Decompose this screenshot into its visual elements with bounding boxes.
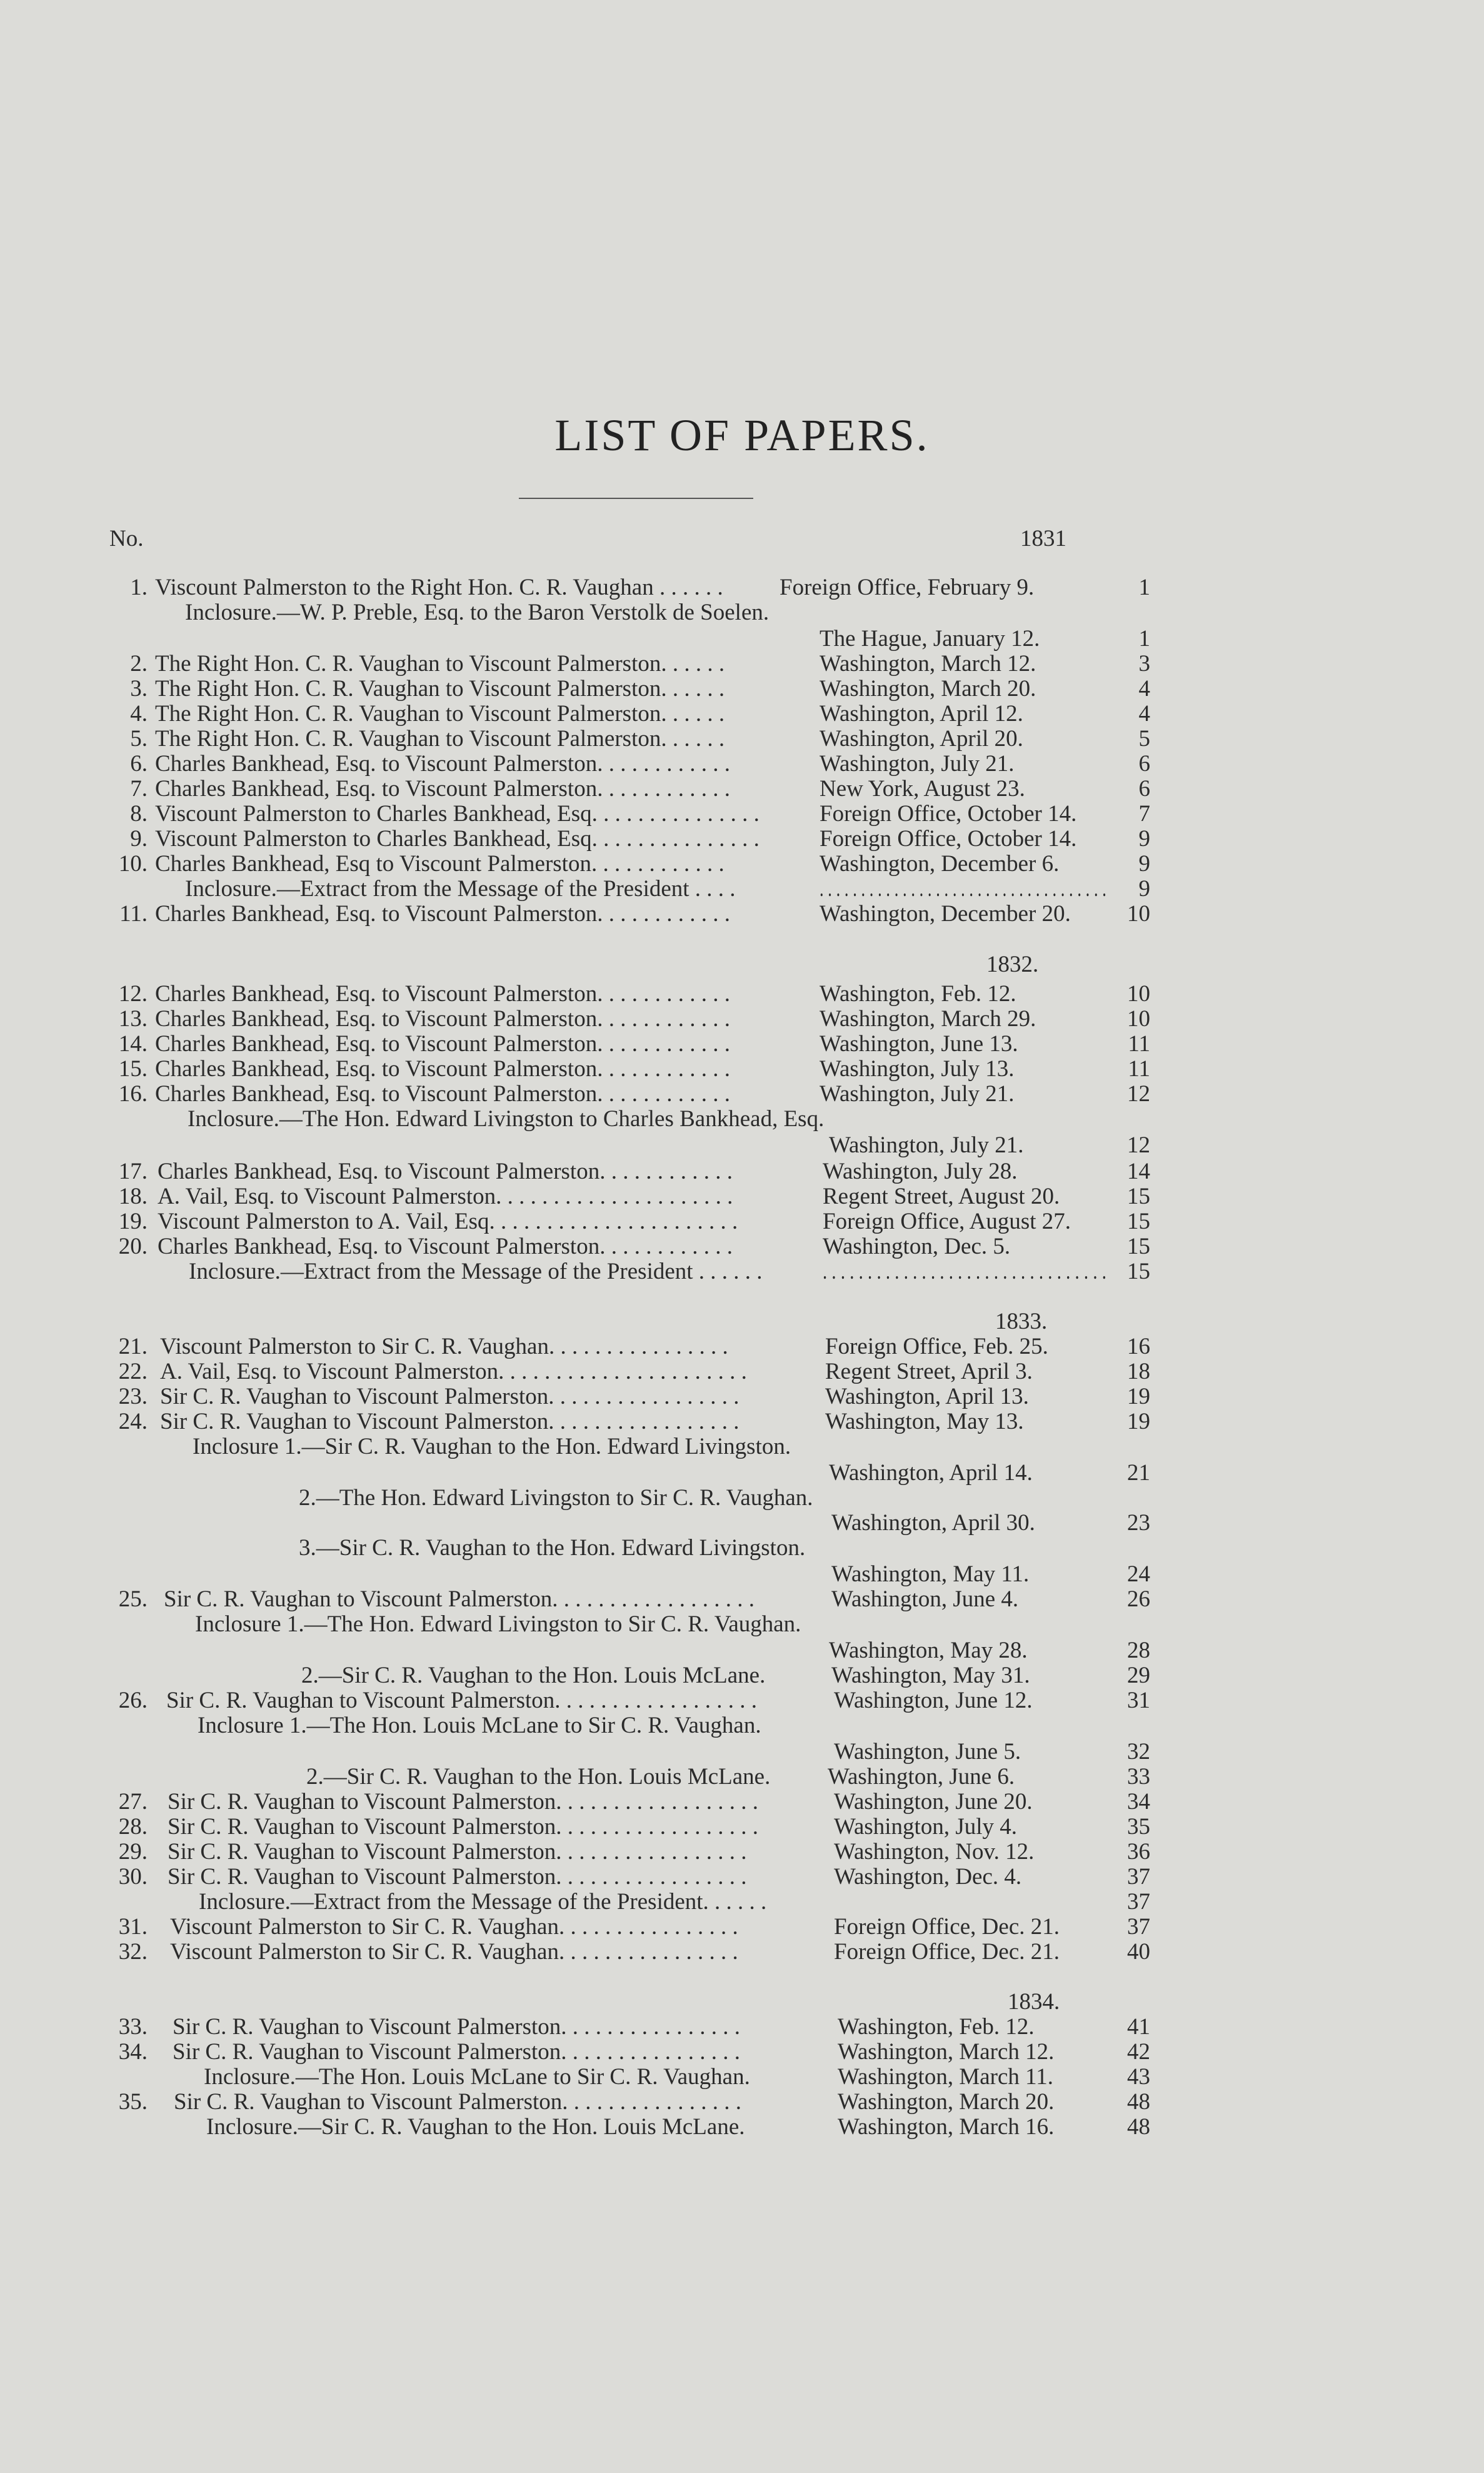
paper-title: The Right Hon. C. R. Vaughan to Viscount Palmerston. . . . . . (155, 651, 725, 677)
paper-number: 32. (118, 1939, 148, 1965)
list-item (0, 1535, 1484, 1561)
list-item (0, 1234, 1484, 1260)
paper-place-date: Foreign Office, August 27. (823, 1209, 1071, 1234)
paper-place-date: Foreign Office, February 9. (780, 575, 1035, 600)
list-item (0, 1638, 1484, 1664)
page-number: 48 (1127, 2114, 1150, 2140)
paper-number: 34. (118, 2039, 148, 2065)
page-number: 6 (1138, 776, 1150, 802)
list-item (0, 1510, 1484, 1536)
list-item (0, 1460, 1484, 1486)
paper-title: Inclosure.—W. P. Preble, Esq. to the Baron Verstolk de Soelen. (185, 600, 770, 625)
paper-number: 35. (118, 2089, 148, 2115)
page-number: 16 (1127, 1334, 1150, 1359)
paper-place-date: Washington, March 16. (838, 2114, 1055, 2140)
paper-number: 17. (118, 1159, 148, 1184)
paper-place-date: Washington, Feb. 12. (820, 981, 1016, 1007)
page-number: 10 (1127, 1006, 1150, 1032)
paper-number: 30. (118, 1864, 148, 1890)
paper-title: Viscount Palmerston to Charles Bankhead, Esq. . . . . . . . . . . . . . . (155, 826, 760, 852)
paper-place-date: Washington, March 12. (820, 651, 1036, 677)
page-number: 15 (1127, 1209, 1150, 1234)
paper-title: The Right Hon. C. R. Vaughan to Viscount Palmerston. . . . . . (155, 676, 725, 702)
list-item (0, 1106, 1484, 1132)
list-item (0, 1359, 1484, 1385)
paper-number: 16. (118, 1081, 148, 1107)
paper-title: Inclosure.—Sir C. R. Vaughan to the Hon. Louis McLane. (206, 2114, 745, 2140)
list-item (0, 676, 1484, 702)
paper-title: A. Vail, Esq. to Viscount Palmerston. . . . . . . . . . . . . . . . . . . . . (158, 1184, 733, 1209)
page-number: 18 (1127, 1359, 1150, 1384)
paper-place-date: Washington, May 11. (831, 1561, 1030, 1587)
page-number: 9 (1138, 851, 1150, 877)
list-item (0, 981, 1484, 1007)
page-number: 4 (1138, 701, 1150, 727)
page-number: 14 (1127, 1159, 1150, 1184)
paper-number: 25. (118, 1586, 148, 1612)
paper-place-date: Washington, May 28. (829, 1638, 1028, 1663)
paper-number: 11. (119, 901, 148, 927)
paper-place-date: Foreign Office, October 14. (820, 801, 1077, 827)
paper-title: 2.—Sir C. R. Vaughan to the Hon. Louis McLane. (306, 1764, 771, 1790)
list-item (0, 1334, 1484, 1360)
page-number: 48 (1127, 2089, 1150, 2115)
paper-number: 27. (118, 1789, 148, 1815)
paper-number: 15. (118, 1056, 148, 1082)
list-item (0, 901, 1484, 927)
page-number: 31 (1127, 1688, 1150, 1713)
page-number: 9 (1138, 876, 1150, 902)
page-number: 33 (1127, 1764, 1150, 1790)
paper-place-date: Washington, April 30. (831, 1510, 1035, 1536)
page-number: 24 (1127, 1561, 1150, 1587)
paper-place-date: Washington, December 6. (820, 851, 1060, 877)
paper-place-date: Foreign Office, Dec. 21. (834, 1914, 1060, 1940)
page-number: 7 (1138, 801, 1150, 827)
paper-number: 26. (118, 1688, 148, 1713)
page-number: 9 (1138, 826, 1150, 852)
page-number: 40 (1127, 1939, 1150, 1965)
page-number: 42 (1127, 2039, 1150, 2065)
list-item (0, 626, 1484, 652)
page-number: 4 (1138, 676, 1150, 702)
paper-title: Viscount Palmerston to Sir C. R. Vaughan. . . . . . . . . . . . . . . . (170, 1939, 738, 1965)
paper-place-date: Washington, July 28. (823, 1159, 1018, 1184)
list-item (0, 600, 1484, 626)
paper-number: 8. (130, 801, 148, 827)
paper-number: 21. (118, 1334, 148, 1359)
list-item (0, 801, 1484, 827)
paper-title: Inclosure 1.—Sir C. R. Vaughan to the Hon. Edward Livingston. (193, 1434, 791, 1459)
paper-place-date: Washington, June 6. (828, 1764, 1015, 1790)
paper-place-date: 1832. (986, 952, 1039, 977)
list-item (0, 1434, 1484, 1460)
list-item (0, 1309, 1484, 1335)
paper-number: 22. (118, 1359, 148, 1384)
paper-title: Inclosure 1.—The Hon. Edward Livingston to Sir C. R. Vaughan. (195, 1611, 801, 1637)
list-item (0, 1485, 1484, 1511)
list-item (0, 876, 1484, 902)
paper-place-date: Washington, March 11. (838, 2064, 1054, 2090)
list-item (0, 1889, 1484, 1915)
paper-title: Inclosure.—The Hon. Louis McLane to Sir C. R. Vaughan. (204, 2064, 750, 2090)
list-item (0, 1056, 1484, 1082)
paper-place-date: 1833. (995, 1309, 1048, 1334)
paper-title: Charles Bankhead, Esq. to Viscount Palmerston. . . . . . . . . . . . (158, 1234, 733, 1259)
paper-title: Charles Bankhead, Esq. to Viscount Palmerston. . . . . . . . . . . . (155, 981, 730, 1007)
page-number: 15 (1127, 1184, 1150, 1209)
list-item (0, 1764, 1484, 1790)
paper-title: A. Vail, Esq. to Viscount Palmerston. . . . . . . . . . . . . . . . . . . . . . (160, 1359, 747, 1384)
page-number: 41 (1127, 2014, 1150, 2040)
paper-number: 5. (130, 726, 148, 752)
page-number: 19 (1127, 1384, 1150, 1409)
paper-title: Inclosure.—Extract from the Message of the President. . . . . . (199, 1889, 767, 1915)
paper-title: Sir C. R. Vaughan to Viscount Palmerston. . . . . . . . . . . . . . . . . (160, 1384, 739, 1409)
paper-title: Viscount Palmerston to Charles Bankhead, Esq. . . . . . . . . . . . . . . (155, 801, 760, 827)
paper-number: 14. (118, 1031, 148, 1057)
paper-place-date: Regent Street, April 3. (825, 1359, 1033, 1384)
year-header: 1831 (1020, 526, 1066, 552)
paper-title: Charles Bankhead, Esq. to Viscount Palmerston. . . . . . . . . . . . (155, 1056, 730, 1082)
page-number: 1 (1138, 626, 1150, 652)
list-item (0, 1384, 1484, 1410)
paper-place-date: Washington, July 13. (820, 1056, 1015, 1082)
paper-number: 3. (130, 676, 148, 702)
list-item (0, 701, 1484, 727)
paper-number: 28. (118, 1814, 148, 1840)
list-item (0, 1184, 1484, 1210)
paper-number: 18. (118, 1184, 148, 1209)
list-item (0, 1259, 1484, 1285)
paper-place-date: Regent Street, August 20. (823, 1184, 1060, 1209)
page-number: 29 (1127, 1663, 1150, 1688)
paper-title: Sir C. R. Vaughan to Viscount Palmerston. . . . . . . . . . . . . . . . (174, 2089, 742, 2115)
paper-place-date: Washington, April 12. (820, 701, 1023, 727)
page-number: 19 (1127, 1409, 1150, 1434)
paper-number: 10. (118, 851, 148, 877)
list-item (0, 651, 1484, 677)
page-number: 36 (1127, 1839, 1150, 1865)
paper-number: 31. (118, 1914, 148, 1940)
paper-title: The Right Hon. C. R. Vaughan to Viscount Palmerston. . . . . . (155, 726, 725, 752)
paper-title: Charles Bankhead, Esq to Viscount Palmerston. . . . . . . . . . . . (155, 851, 724, 877)
page-number: 37 (1127, 1864, 1150, 1890)
page-number: 3 (1138, 651, 1150, 677)
list-item (0, 952, 1484, 978)
list-item (0, 851, 1484, 877)
page-title: LIST OF PAPERS. (554, 410, 930, 460)
list-item (0, 726, 1484, 752)
page-number: 15 (1127, 1234, 1150, 1259)
paper-place-date: Washington, July 4. (834, 1814, 1018, 1840)
list-item (0, 2114, 1484, 2140)
list-item (0, 2014, 1484, 2040)
list-item (0, 1409, 1484, 1435)
paper-number: 12. (118, 981, 148, 1007)
list-item (0, 776, 1484, 802)
list-item (0, 1939, 1484, 1965)
page-number: 37 (1127, 1889, 1150, 1915)
list-item (0, 751, 1484, 777)
paper-number: 7. (130, 776, 148, 802)
list-item (0, 1739, 1484, 1765)
paper-place-date: Washington, June 13. (820, 1031, 1018, 1057)
paper-title: Charles Bankhead, Esq. to Viscount Palmerston. . . . . . . . . . . . (155, 751, 730, 777)
page-number: 34 (1127, 1789, 1150, 1815)
list-item (0, 1864, 1484, 1890)
list-item (0, 826, 1484, 852)
paper-number: 23. (118, 1384, 148, 1409)
title-rule (519, 498, 753, 499)
paper-title: Sir C. R. Vaughan to Viscount Palmerston. . . . . . . . . . . . . . . . . . (168, 1814, 759, 1840)
paper-title: Charles Bankhead, Esq. to Viscount Palmerston. . . . . . . . . . . . (155, 1081, 730, 1107)
paper-place-date: . . . . . . . . . . . . . . . . . . . . . . . . . . . . . . . . . . . (820, 876, 1106, 902)
paper-place-date: Foreign Office, Feb. 25. (825, 1334, 1048, 1359)
paper-title: Viscount Palmerston to A. Vail, Esq. . . . . . . . . . . . . . . . . . . . . . (158, 1209, 738, 1234)
paper-place-date: Washington, Dec. 4. (834, 1864, 1022, 1890)
paper-place-date: Washington, March 12. (838, 2039, 1055, 2065)
paper-title: Sir C. R. Vaughan to Viscount Palmerston. . . . . . . . . . . . . . . . (173, 2014, 741, 2040)
paper-title: 2.—The Hon. Edward Livingston to Sir C. R. Vaughan. (299, 1485, 813, 1511)
page-number: 28 (1127, 1638, 1150, 1663)
paper-place-date: Washington, April 13. (825, 1384, 1029, 1409)
paper-place-date: Washington, June 12. (834, 1688, 1033, 1713)
paper-number: 1. (130, 575, 148, 600)
paper-place-date: . . . . . . . . . . . . . . . . . . . . . . . . . . . . . . . . (823, 1259, 1106, 1284)
list-item (0, 1209, 1484, 1235)
paper-title: Inclosure.—Extract from the Message of the President . . . . (185, 876, 736, 902)
paper-place-date: Washington, Dec. 5. (823, 1234, 1011, 1259)
paper-place-date: Washington, May 31. (831, 1663, 1030, 1688)
paper-title: 3.—Sir C. R. Vaughan to the Hon. Edward Livingston. (299, 1535, 806, 1561)
page-number: 21 (1127, 1460, 1150, 1486)
paper-title: Sir C. R. Vaughan to Viscount Palmerston. . . . . . . . . . . . . . . . . . (164, 1586, 755, 1612)
page-number: 12 (1127, 1132, 1150, 1158)
page-number: 6 (1138, 751, 1150, 777)
page-number: 11 (1128, 1056, 1150, 1082)
page-number: 32 (1127, 1739, 1150, 1765)
page-number: 43 (1127, 2064, 1150, 2090)
page-number: 23 (1127, 1510, 1150, 1536)
list-item (0, 2064, 1484, 2090)
paper-place-date: Foreign Office, Dec. 21. (834, 1939, 1060, 1965)
list-item (0, 1132, 1484, 1159)
paper-title: Sir C. R. Vaughan to Viscount Palmerston. . . . . . . . . . . . . . . . . (168, 1864, 747, 1890)
list-item (0, 1713, 1484, 1739)
paper-place-date: 1834. (1008, 1989, 1060, 2015)
paper-place-date: Foreign Office, October 14. (820, 826, 1077, 852)
page-number: 12 (1127, 1081, 1150, 1107)
paper-title: Inclosure.—Extract from the Message of the President . . . . . . (189, 1259, 763, 1284)
page-number: 10 (1127, 981, 1150, 1007)
list-item (0, 1663, 1484, 1689)
list-item (0, 1586, 1484, 1613)
paper-title: 2.—Sir C. R. Vaughan to the Hon. Louis McLane. (301, 1663, 766, 1688)
paper-title: Inclosure 1.—The Hon. Louis McLane to Sir C. R. Vaughan. (198, 1713, 761, 1738)
list-item (0, 1989, 1484, 2015)
paper-number: 24. (118, 1409, 148, 1434)
paper-place-date: Washington, June 4. (831, 1586, 1019, 1612)
paper-number: 4. (130, 701, 148, 727)
list-item (0, 2089, 1484, 2115)
paper-number: 20. (118, 1234, 148, 1259)
list-item (0, 1914, 1484, 1940)
paper-place-date: Washington, March 20. (820, 676, 1036, 702)
paper-title: Charles Bankhead, Esq. to Viscount Palmerston. . . . . . . . . . . . (155, 901, 730, 927)
paper-place-date: Washington, June 20. (834, 1789, 1033, 1815)
paper-place-date: Washington, March 29. (820, 1006, 1036, 1032)
paper-number: 13. (118, 1006, 148, 1032)
paper-place-date: Washington, July 21. (820, 1081, 1015, 1107)
list-item (0, 1839, 1484, 1865)
page-number: 15 (1127, 1259, 1150, 1284)
page-number: 5 (1138, 726, 1150, 752)
list-item (0, 1561, 1484, 1588)
list-item (0, 1159, 1484, 1185)
paper-title: Inclosure.—The Hon. Edward Livingston to Charles Bankhead, Esq. (188, 1106, 825, 1132)
paper-title: Viscount Palmerston to the Right Hon. C. R. Vaughan . . . . . . (155, 575, 723, 600)
paper-title: Charles Bankhead, Esq. to Viscount Palmerston. . . . . . . . . . . . (158, 1159, 733, 1184)
paper-place-date: New York, August 23. (820, 776, 1025, 802)
paper-place-date: Washington, Nov. 12. (834, 1839, 1035, 1865)
list-item (0, 575, 1484, 601)
paper-place-date: Washington, March 20. (838, 2089, 1055, 2115)
number-column-header: No. (109, 526, 144, 552)
paper-title: Viscount Palmerston to Sir C. R. Vaughan. . . . . . . . . . . . . . . . (160, 1334, 728, 1359)
paper-title: Sir C. R. Vaughan to Viscount Palmerston. . . . . . . . . . . . . . . . . . (168, 1789, 759, 1815)
paper-title: Charles Bankhead, Esq. to Viscount Palmerston. . . . . . . . . . . . (155, 1031, 730, 1057)
list-item (0, 1031, 1484, 1057)
list-item (0, 1006, 1484, 1032)
list-item (0, 2039, 1484, 2065)
paper-place-date: Washington, April 20. (820, 726, 1023, 752)
paper-place-date: Washington, June 5. (834, 1739, 1021, 1765)
page-number: 11 (1128, 1031, 1150, 1057)
paper-number: 6. (130, 751, 148, 777)
paper-title: Sir C. R. Vaughan to Viscount Palmerston. . . . . . . . . . . . . . . . . (160, 1409, 739, 1434)
page-number: 37 (1127, 1914, 1150, 1940)
paper-title: Charles Bankhead, Esq. to Viscount Palmerston. . . . . . . . . . . . (155, 1006, 730, 1032)
paper-title: Viscount Palmerston to Sir C. R. Vaughan. . . . . . . . . . . . . . . . (170, 1914, 738, 1940)
list-item (0, 1814, 1484, 1840)
page-number: 10 (1127, 901, 1150, 927)
list-item (0, 1611, 1484, 1638)
paper-place-date: Washington, July 21. (829, 1132, 1024, 1158)
paper-place-date: Washington, April 14. (829, 1460, 1033, 1486)
paper-place-date: Washington, July 21. (820, 751, 1015, 777)
paper-number: 33. (118, 2014, 148, 2040)
list-item (0, 1789, 1484, 1815)
paper-title: Charles Bankhead, Esq. to Viscount Palmerston. . . . . . . . . . . . (155, 776, 730, 802)
paper-place-date: Washington, May 13. (825, 1409, 1024, 1434)
paper-place-date: Washington, Feb. 12. (838, 2014, 1035, 2040)
list-item (0, 1688, 1484, 1714)
page-number: 26 (1127, 1586, 1150, 1612)
paper-title: The Right Hon. C. R. Vaughan to Viscount Palmerston. . . . . . (155, 701, 725, 727)
paper-title: Sir C. R. Vaughan to Viscount Palmerston. . . . . . . . . . . . . . . . . (168, 1839, 747, 1865)
paper-place-date: Washington, December 20. (820, 901, 1071, 927)
paper-number: 2. (130, 651, 148, 677)
paper-place-date: The Hague, January 12. (820, 626, 1040, 652)
page-number: 35 (1127, 1814, 1150, 1840)
list-item (0, 1081, 1484, 1107)
page-number: 1 (1138, 575, 1150, 600)
paper-title: Sir C. R. Vaughan to Viscount Palmerston. . . . . . . . . . . . . . . . . . (166, 1688, 758, 1713)
paper-number: 19. (118, 1209, 148, 1234)
paper-number: 29. (118, 1839, 148, 1865)
paper-title: Sir C. R. Vaughan to Viscount Palmerston. . . . . . . . . . . . . . . . (173, 2039, 741, 2065)
paper-number: 9. (130, 826, 148, 852)
